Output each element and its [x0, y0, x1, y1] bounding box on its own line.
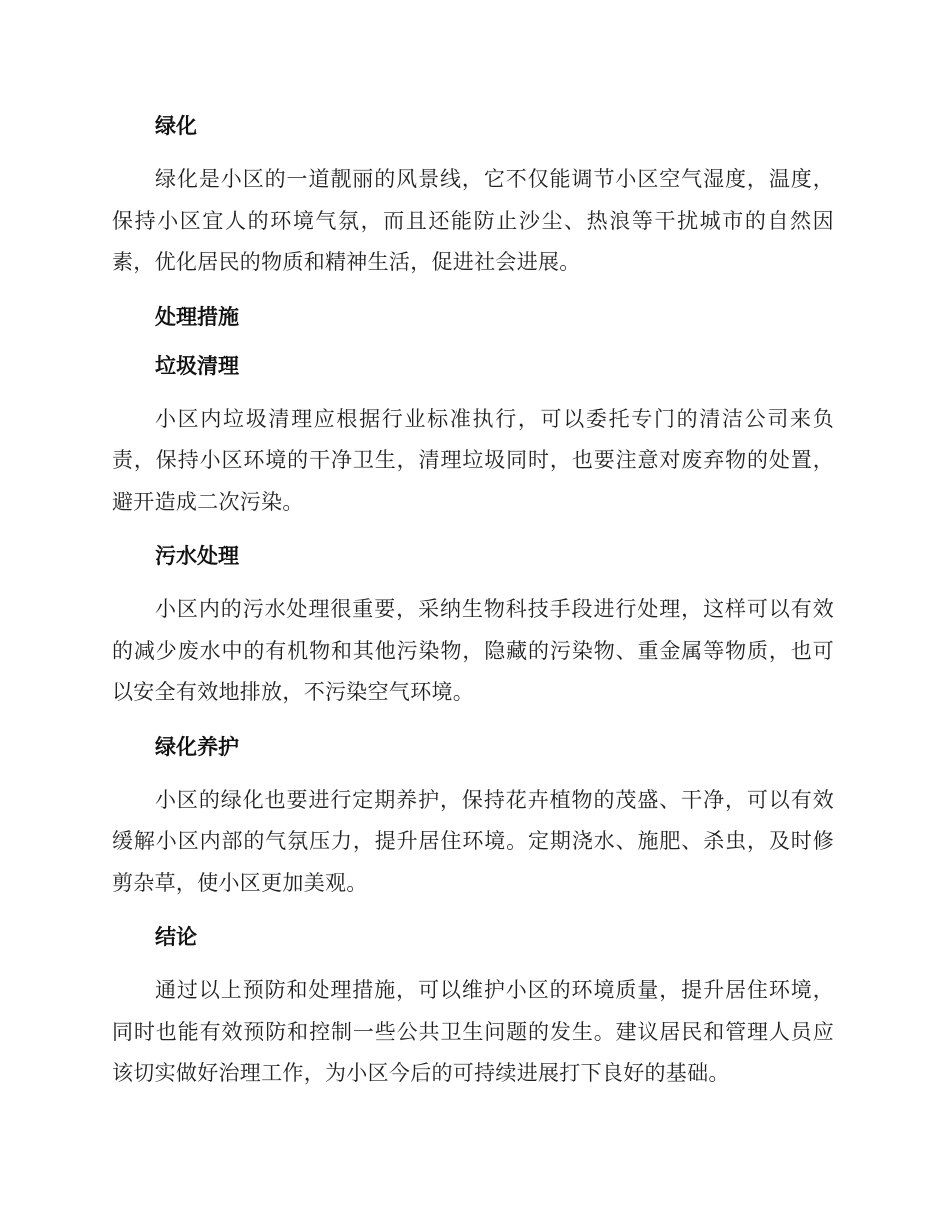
- section-paragraph-green-maintenance: 小区的绿化也要进行定期养护，保持花卉植物的茂盛、干净，可以有效缓解小区内部的气氛压力，提升居住环境。定期浇水、施肥、杀虫，及时修剪杂草，使小区更加美观。: [112, 787, 834, 895]
- section-paragraph-conclusion: 通过以上预防和处理措施，可以维护小区的环境质量，提升居住环境，同时也能有效预防和控制一些公共卫生问题的发生。建议居民和管理人员应该切实做好治理工作，为小区今后的可持续进展打下良好的基础。: [112, 978, 834, 1085]
- section-heading-green-maintenance: 绿化养护: [155, 734, 239, 759]
- section-paragraph-garbage: 小区内垃圾清理应根据行业标准执行，可以委托专门的清洁公司来负责，保持小区环境的干净卫生，清理垃圾同时，也要注意对废弃物的处置，避开造成二次污染。: [112, 406, 834, 514]
- document-body: [112, 110, 834, 1112]
- section-heading-garbage: 垃圾清理: [155, 353, 239, 378]
- section-heading-conclusion: 结论: [155, 925, 197, 949]
- section-heading-greening: 绿化: [155, 114, 197, 138]
- section-heading-measures: 处理措施: [155, 304, 239, 329]
- section-paragraph-sewage: 小区内的污水处理很重要，采纳生物科技手段进行处理，这样可以有效的减少废水中的有机物和其他污染物，隐藏的污染物、重金属等物质，也可以安全有效地排放，不污染空气环境。: [112, 597, 834, 704]
- section-paragraph-greening: 绿化是小区的一道靓丽的风景线，它不仅能调节小区空气湿度，温度，保持小区宜人的环境气氛，而且还能防止沙尘、热浪等干扰城市的自然因素，优化居民的物质和精神生活，促进社会进展。: [112, 167, 834, 274]
- section-heading-sewage: 污水处理: [155, 544, 239, 568]
